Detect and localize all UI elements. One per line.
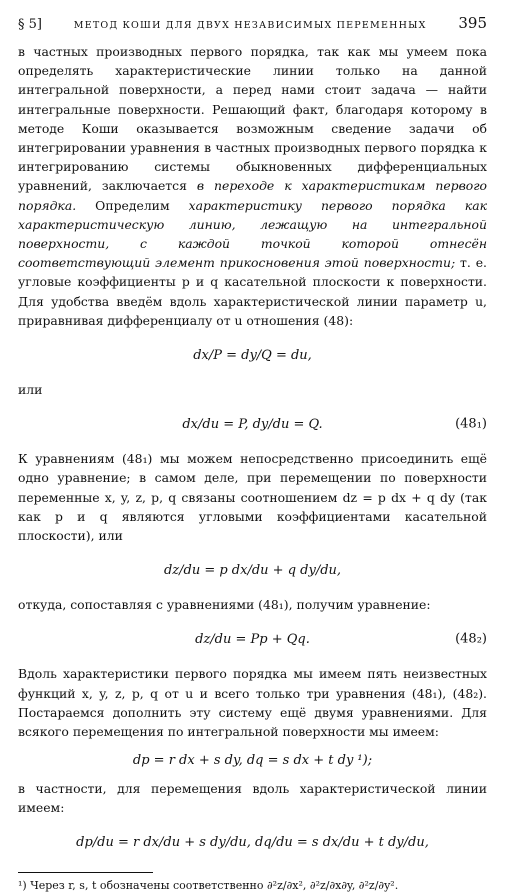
equation-48-1: dx/du = P, dy/du = Q. (48₁) bbox=[182, 416, 487, 432]
equation-48-2: dz/du = Pp + Qq. (48₂) bbox=[195, 631, 487, 647]
paragraph-1: в частных производных первого порядка, так как мы умеем пока определять характеристические линии только на данной интегральной поверхности, а перед нами стоит задача — найти интегральные поверхности. Решающий факт, благодаря которому в методе Коши оказывается возможным сведение задачи об интегрировании уравнения в частных производных первого порядка к интегрированию системы обыкновенных дифференциальных уравнений, заключается в переходе к характеристикам первого порядка. Определим характеристику первого порядка как характеристическую линию, лежащую на интегральной поверхности, с каждой точкой которой отнесён соответствующий элемент прикосновения этой поверхности; т. е. угловые коэффициенты p и q касательной плоскости к поверхности. Для удобства введём вдоль характеристической линии параметр u, приравнивая дифференциалу от u отношения (48): bbox=[18, 44, 487, 328]
paragraph-2: К уравнениям (48₁) мы можем непосредственно присоединить ещё одно уравнение; в самом деле, при перемещении по поверхности переменные x, y, z, p, q связаны соотношением dz = p dx + q dy (так как p и q являются угловыми коэффициентами касательной плоскости), или bbox=[18, 451, 487, 544]
running-header bbox=[18, 14, 487, 32]
paragraph-4: Вдоль характеристики первого порядка мы имеем пять неизвестных функций x, y, z, p, q от u и всего только три уравнения (48₁), (48₂). Постараемся дополнить эту систему ещё двумя уравнениями. Для всякого перемещения по интегральной поверхности мы имеем: bbox=[18, 666, 487, 740]
equation-number: (48₂) bbox=[455, 631, 487, 647]
word-or: или bbox=[18, 382, 43, 398]
equation-number: (48₁) bbox=[455, 416, 487, 432]
section-mark: § 5] bbox=[18, 17, 42, 32]
running-title: МЕТОД КОШИ ДЛЯ ДВУХ НЕЗАВИСИМЫХ ПЕРЕМЕННЫХ bbox=[73, 20, 427, 31]
page-number: 395 bbox=[458, 14, 487, 32]
equation-5: dp = r dx + s dy, dq = s dx + t dy ¹); bbox=[132, 752, 373, 768]
equation-3: dz/du = p dx/du + q dy/du, bbox=[163, 562, 342, 578]
paragraph-3: откуда, сопоставляя с уравнениями (48₁), получим уравнение: bbox=[18, 597, 431, 613]
equation-1: dx/P = dy/Q = du, bbox=[193, 347, 312, 363]
footnote: ¹) Через r, s, t обозначены соответственно ∂²z/∂x², ∂²z/∂x∂y, ∂²z/∂y². bbox=[18, 878, 399, 892]
paragraph-5: в частности, для перемещения вдоль характеристической линии имеем: bbox=[18, 781, 487, 816]
footnote-rule bbox=[18, 872, 153, 873]
equation-6: dp/du = r dx/du + s dy/du, dq/du = s dx/du + t dy/du, bbox=[76, 835, 429, 851]
